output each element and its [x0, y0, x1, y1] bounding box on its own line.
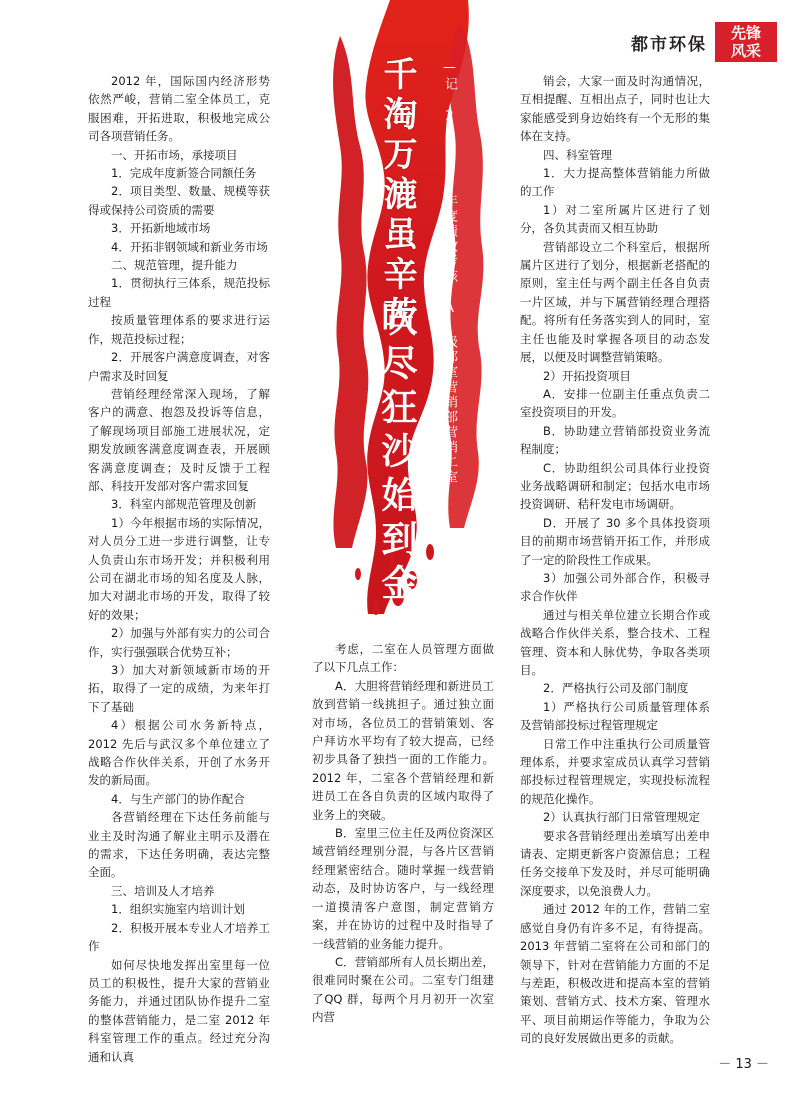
paragraph: 3）加大对新领域新市场的开拓，取得了一定的成绩，为来年打下了基础 — [88, 663, 270, 714]
paragraph: 一、开拓市场，承接项目 — [111, 147, 238, 162]
paragraph: 2．项目类型、数量、规模等获得或保持公司资质的需要 — [88, 184, 270, 217]
paragraph: 2）认真执行部门日常管理规定 — [543, 810, 700, 825]
paragraph: 1．贯彻执行三体系，规范投标过程 — [88, 276, 270, 309]
paragraph: 3．科室内部规范管理及创新 — [111, 497, 257, 512]
logo-badge — [715, 22, 777, 62]
paragraph: B．协助建立营销部投资业务流程制度； — [520, 423, 710, 457]
logo-line-1: 先锋 — [730, 24, 761, 42]
paragraph: C．营销部所有人员长期出差，很难同时聚在公司。二室专门组建了QQ 群，每两个月月初开一次室内营 — [312, 954, 494, 1025]
paragraph: 考虑，二室在人员管理方面做了以下几点工作： — [312, 642, 494, 675]
paragraph: 1）对二室所属片区进行了划分，各负其责而又相互协助 — [520, 202, 710, 236]
artwork-title-line-1: 千淘万漉虽辛苦 — [377, 56, 417, 336]
page-number: － 13 － — [718, 1057, 769, 1072]
paragraph: 2．开展客户满意度调查，对客户需求及时回复 — [88, 350, 270, 383]
paragraph: 2．积极开展本专业人才培养工作 — [88, 920, 270, 954]
paragraph: 按质量管理体系的要求进行运作，规范投标过程； — [88, 313, 270, 346]
paragraph: C．协助组织公司具体行业投资业务战略调研和制定；包括水电市场投资调研、秸秆发电市场调研。 — [520, 460, 710, 512]
paragraph: 3）加强公司外部合作，积极寻求合作伙伴 — [520, 570, 710, 604]
paragraph: 销会，大家一面及时沟通情况，互相提醒、互相出点子，同时也让大家能感受到身边始终有一个无形的集体在支持。 — [520, 74, 710, 144]
artwork-subtitle: —记 2012 年度绩效考核 A 级部室营销部营销二室 — [442, 60, 457, 485]
paragraph: 1．组织实施室内培训计划 — [111, 902, 245, 917]
paragraph: B．室里三位主任及两位资深区域营销经理别分混，与各片区营销经理紧密结合。随时掌握一线营销动态，及时协访客户，与一线经理一道摸清客户意图，制定营销方案，并在协访的过程中及时指导了一线营销的业务能力提升。 — [312, 826, 494, 951]
logo-line-2: 风采 — [730, 42, 761, 60]
paragraph: 营销部设立二个科室后，根据所属片区进行了划分，根据新老搭配的原则，室主任与两个副主任各自负责一片区域，并与下属营销经理合理搭配。将所有任务落实到人的同时，室主任也能及时掌握各项目的动态发展，以便及时调整营销策略。 — [520, 239, 710, 365]
paragraph: 1）严格执行公司质量管理体系及营销部投标过程管理规定 — [520, 699, 710, 733]
paragraph: 4）根据公司水务新特点，2012 先后与武汉多个单位建立了战略合作伙伴关系，开创了水务开发的新局面。 — [88, 718, 270, 788]
paragraph: 三、培训及人才培养 — [111, 883, 215, 898]
column-left — [88, 72, 270, 1066]
paragraph: 4．与生产部门的协作配合 — [111, 791, 245, 806]
paragraph: 营销经理经常深入现场，了解客户的满意、抱怨及投诉等信息，了解现场项目部施工进展状况，定期发放顾客满意度调查表，开展顾客满意度调查；及时反馈于工程部、科技开发部对客户需求回复 — [88, 386, 270, 493]
column-middle — [312, 640, 494, 1027]
paragraph: 1）今年根据市场的实际情况，对人员分工进一步进行调整，让专人负责山东市场开发；并积极利用公司在湖北市场的知名度及人脉，加大对湖北市场的开发，取得了较好的效果； — [88, 515, 270, 622]
paragraph: D．开展了 30 多个具体投资项目的前期市场营销开拓工作，并形成了一定的阶段性工作成果。 — [520, 515, 710, 567]
publication-name: 都市环保 — [631, 34, 707, 55]
paragraph: 日常工作中注重执行公司质量管理体系，并要求室成员认真学习营销部投标过程管理规定，实现投标流程的规范化操作。 — [520, 736, 710, 806]
paragraph: 3．开拓新地域市场 — [111, 221, 211, 236]
paragraph: 要求各营销经理出差填写出差申请表、定期更新客户资源信息；工程任务交接单下发及时，并尽可能明确深度要求，以免浪费人力。 — [520, 828, 710, 898]
paragraph: 2012 年，国际国内经济形势依然严峻，营销二室全体员工，克服困难，开拓进取，积极地完成公司各项营销任务。 — [88, 74, 270, 144]
paragraph: 二、规范管理，提升能力 — [111, 258, 238, 273]
title-artwork — [272, 0, 508, 620]
paragraph: 通过 2012 年的工作，营销二室感觉自身仍有许多不足，有待提高。2013 年营销二室将在公司和部门的领导下，针对在营销能力方面的不足与差距，积极改进和提高本室的营销策划、营销方式、技术方案、管理水平、项目前期运作等能力，争取为公司的良好发展做出更多的贡献。 — [520, 902, 710, 1046]
paragraph: 2）开拓投资项目 — [543, 368, 631, 383]
artwork-title-line-2: 吹尽狂沙始到金 — [376, 300, 417, 608]
paragraph: A．安排一位副主任重点负责二室投资项目的开发。 — [520, 386, 710, 420]
paragraph: 四、科室管理 — [543, 147, 612, 162]
paragraph: 1．大力提高整体营销能力所做的工作 — [520, 166, 710, 199]
paragraph: 各营销经理在下达任务前能与业主及时沟通了解业主明示及潜在的需求，下达任务明确，表达完整全面。 — [88, 810, 270, 880]
paragraph: 1．完成年度新签合同额任务 — [111, 166, 257, 181]
column-right — [520, 72, 710, 1048]
paragraph: 如何尽快地发挥出室里每一位员工的积极性，提升大家的营销业务能力，并通过团队协作提升二室的整体营销能力，是二室 2012 年科室管理工作的重点。经过充分沟通和认真 — [88, 957, 270, 1064]
masthead — [631, 22, 777, 62]
paragraph: 4．开拓非钢领域和新业务市场 — [111, 239, 268, 254]
paragraph: 2．严格执行公司及部门制度 — [543, 681, 689, 696]
paragraph: A．大胆将营销经理和新进员工放到营销一线挑担子。通过独立面对市场，各位员工的营销策划、客户拜访水平均有了较大提高，已经初步具备了独挡一面的工作能力。2012 年，二室各个营销经理和新进员工在各自负责的区域内取得了业务上的突破。 — [312, 678, 494, 822]
paragraph: 通过与相关单位建立长期合作或战略合作伙伴关系，整合技术、工程管理、资本和人脉优势，争取各类项目。 — [520, 607, 710, 677]
paragraph: 2）加强与外部有实力的公司合作，实行强强联合优势互补； — [88, 626, 270, 659]
